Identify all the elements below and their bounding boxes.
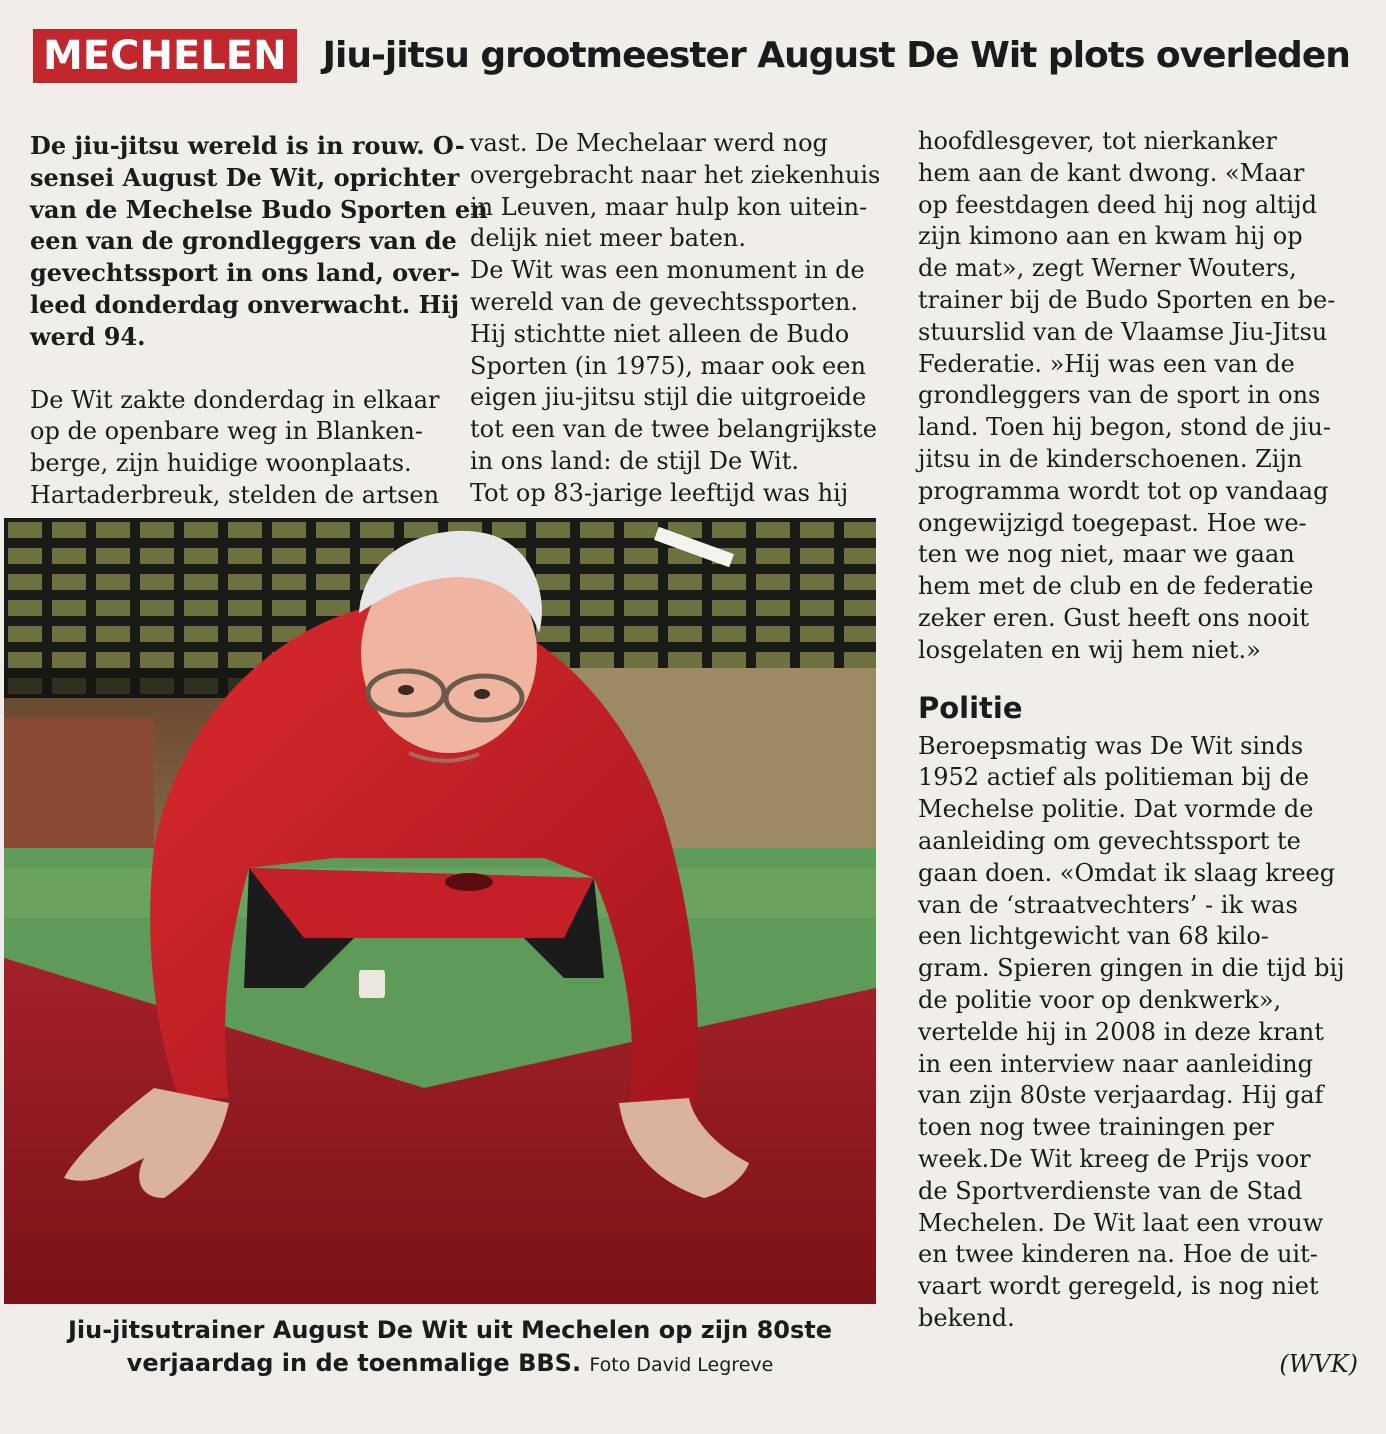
text-line: gaan doen. «Omdat ik slaag kreeg (918, 858, 1336, 887)
text-line: vaart wordt geregeld, is nog niet (918, 1272, 1319, 1301)
text-line: stuurslid van de Vlaamse Jiu-Jitsu (918, 317, 1328, 346)
section-tag: MECHELEN (33, 29, 297, 83)
text-line: Sporten (in 1975), maar ook een (470, 351, 866, 380)
text-line: Tot op 83-jarige leeftijd was hij (470, 478, 849, 507)
text-line: hem aan de kant dwong. «Maar (918, 158, 1305, 187)
text-line: Beroepsmatig was De Wit sinds (918, 731, 1304, 760)
text-line: van de Mechelse Budo Sporten en (30, 194, 488, 224)
text-line: De Wit was een monument in de (470, 256, 865, 285)
text-line: zeker eren. Gust heeft ons nooit (918, 603, 1310, 632)
caption-line: Jiu-jitsutrainer August De Wit uit Mechelen op zijn 80ste (67, 1316, 833, 1344)
text-line: De Wit zakte donderdag in elkaar (30, 385, 440, 414)
author-signature: (WVK) (1279, 1349, 1358, 1378)
text-line: Hartaderbreuk, stelden de artsen (30, 480, 440, 509)
text-line: 1952 actief als politieman bij de (918, 763, 1309, 792)
text-line: Hij stichtte niet alleen de Budo (470, 319, 850, 348)
text-line: een van de grondleggers van de (30, 226, 457, 256)
text-line: in een interview naar aanleiding (918, 1049, 1313, 1078)
text-line: land. Toen hij begon, stond de jiu- (918, 413, 1331, 442)
caption-line: verjaardag in de toenmalige BBS. (126, 1349, 582, 1377)
text-line: De jiu-jitsu wereld is in rouw. O- (30, 131, 465, 160)
text-line: programma wordt tot op vandaag (918, 476, 1329, 505)
text-line: vast. De Mechelaar werd nog (470, 129, 828, 157)
text-line: eigen jiu-jitsu stijl die uitgroeide (470, 383, 867, 412)
text-line: Mechelse politie. Dat vormde de (918, 795, 1314, 824)
text-line: Federatie. »Hij was een van de (918, 349, 1295, 378)
photo-caption (30, 1314, 870, 1382)
text-line: Mechelen. De Wit laat een vrouw (918, 1208, 1324, 1237)
text-line: de Sportverdienste van de Stad (918, 1176, 1303, 1205)
text-line: hem met de club en de federatie (918, 572, 1314, 601)
article-photo (4, 518, 876, 1304)
text-line: sensei August De Wit, oprichter (30, 162, 460, 192)
text-line: in Leuven, maar hulp kon uitein- (470, 192, 868, 221)
text-line: van de ‘straatvechters’ - ik was (918, 890, 1298, 919)
body-paragraph (30, 385, 440, 512)
column-1 (30, 130, 488, 512)
text-line: en twee kinderen na. Hoe de uit- (918, 1240, 1318, 1269)
lead-paragraph (30, 130, 488, 353)
text-line: delijk niet meer baten. (470, 224, 747, 253)
text-line: overgebracht naar het ziekenhuis (470, 160, 881, 189)
text-line: grondleggers van de sport in ons (918, 381, 1321, 410)
headline: Jiu-jitsu grootmeester August De Wit plots overleden (322, 35, 1350, 76)
text-line: jitsu in de kinderschoenen. Zijn (918, 444, 1303, 473)
text-line: de politie voor op denkwerk», (918, 985, 1282, 1014)
text-line: tot een van de twee belangrijkste (470, 415, 877, 444)
photo-illustration (4, 518, 876, 1304)
text-line: hoofdlesgever, tot nierkanker (918, 127, 1277, 155)
photo-credit: Foto David Legreve (589, 1354, 774, 1376)
text-line: berge, zijn huidige woonplaats. (30, 449, 412, 478)
text-line: op feestdagen deed hij nog altijd (918, 190, 1317, 219)
text-line: leed donderdag onverwacht. Hij (30, 289, 460, 319)
text-line: zijn kimono aan en kwam hij op (918, 222, 1303, 251)
text-line: week.De Wit kreeg de Prijs voor (918, 1144, 1311, 1173)
subheading: Politie (918, 690, 1023, 725)
text-line: vertelde hij in 2008 in deze krant (918, 1017, 1324, 1046)
text-line: trainer bij de Budo Sporten en be- (918, 285, 1336, 314)
text-line: bekend. (918, 1303, 1015, 1332)
text-line: toen nog twee trainingen per (918, 1113, 1274, 1142)
text-line: werd 94. (30, 321, 146, 351)
text-line: wereld van de gevechtssporten. (470, 287, 858, 316)
column-3 (918, 126, 1358, 1380)
column-2 (470, 128, 888, 510)
text-line: gram. Spieren gingen in die tijd bij (918, 954, 1345, 983)
text-line: een lichtgewicht van 68 kilo- (918, 922, 1269, 951)
article-header (33, 28, 1350, 84)
text-line: ongewijzigd toegepast. Hoe we- (918, 508, 1307, 537)
text-line: van zijn 80ste verjaardag. Hij gaf (918, 1081, 1324, 1110)
text-line: aanleiding om gevechtssport te (918, 826, 1301, 855)
text-line: in ons land: de stijl De Wit. (470, 446, 799, 475)
text-line: op de openbare weg in Blanken- (30, 417, 423, 446)
text-line: gevechtssport in ons land, over- (30, 258, 460, 288)
text-line: de mat», zegt Werner Wouters, (918, 254, 1297, 283)
text-line: ten we nog niet, maar we gaan (918, 540, 1295, 569)
text-line: losgelaten en wij hem niet.» (918, 635, 1261, 664)
